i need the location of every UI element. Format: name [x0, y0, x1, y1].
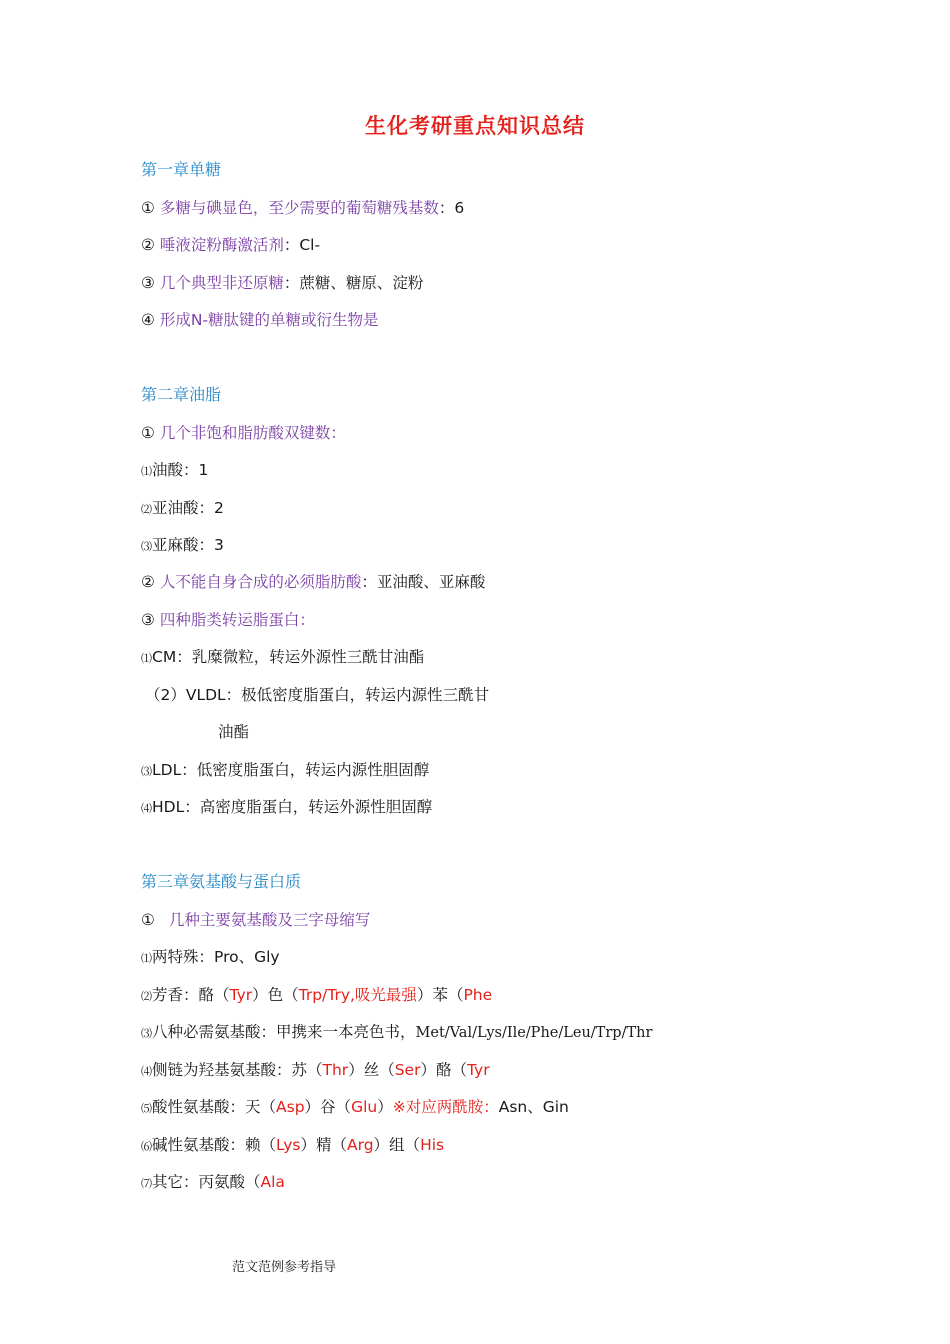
amino-acid-item-1-text: 两特殊：Pro、Gly [152, 948, 280, 966]
amide-list: Asn、Gin [498, 1098, 569, 1116]
amino-acid-item-1 [141, 946, 280, 970]
amino-acid-item-4-prefix: 侧链为羟基氨基酸：苏（ [152, 1061, 323, 1079]
ch3-item-1-label: 几种主要氨基酸及三字母缩写 [168, 911, 371, 929]
lipoprotein-item-2: （2）VLDL：极低密度脂蛋白，转运内源性三酰甘 [145, 686, 490, 704]
amino-acid-item-2 [141, 984, 492, 1008]
ch1-item-2-value: ：Cl- [283, 236, 321, 254]
amino-acid-item-4-sep-1: ）丝（ [348, 1061, 395, 1079]
chapter-2-heading: 第二章油脂 [141, 385, 222, 404]
amino-acid-item-7-number: ⑺ [141, 1177, 152, 1190]
ch2-sub-item-2-text: 亚油酸：2 [152, 499, 224, 517]
page-title: 生化考研重点知识总结 [365, 114, 585, 138]
amino-acid-item-6 [141, 1134, 444, 1158]
ch1-item-3-value: ：蔗糖、糖原、淀粉 [283, 274, 424, 292]
ch1-item-4-label: 形成N-糖肽键的单糖或衍生物是 [159, 311, 379, 329]
abbr-trp: Trp/Try,吸光最强 [298, 986, 417, 1004]
amide-note: ※对应两酰胺： [392, 1098, 499, 1116]
ch2-item-1-marker: ① [141, 424, 155, 442]
amino-acid-item-7 [141, 1171, 285, 1195]
lipoprotein-item-1-number: ⑴ [141, 652, 152, 665]
ch2-sub-item-1-text: 油酸：1 [152, 461, 209, 479]
lipoprotein-item-4-text: HDL：高密度脂蛋白，转运外源性胆固醇 [152, 798, 433, 816]
amino-acid-item-3-text: 八种必需氨基酸：甲携来一本亮色书， [152, 1023, 416, 1041]
ch1-item-4-marker: ④ [141, 311, 155, 329]
ch2-sub-item-2-number: ⑵ [141, 503, 152, 516]
ch2-sub-item-2 [141, 497, 224, 521]
lipoprotein-item-3-text: LDL：低密度脂蛋白，转运内源性胆固醇 [152, 761, 430, 779]
abbr-tyr: Tyr [229, 986, 253, 1004]
amino-acid-item-2-prefix: 芳香：酪（ [152, 986, 230, 1004]
amino-acid-item-5 [141, 1096, 569, 1120]
amino-acid-item-2-sep-1: ）色（ [252, 986, 299, 1004]
abbr-thr: Thr [322, 1061, 349, 1079]
chapter-1-heading: 第一章单糖 [141, 160, 222, 179]
ch2-item-1-label: 几个非饱和脂肪酸双键数： [159, 424, 346, 442]
essential-amino-acid-abbreviations: Met/Val/Lys/Ile/Phe/Leu/Trp/Thr [415, 1025, 653, 1041]
ch2-item-2 [141, 571, 485, 593]
amino-acid-item-4 [141, 1059, 490, 1083]
ch1-item-1 [141, 197, 464, 219]
ch1-item-1-marker: ① [141, 199, 155, 217]
ch2-item-3-label: 四种脂类转运脂蛋白： [159, 611, 315, 629]
ch2-sub-item-1-number: ⑴ [141, 465, 152, 478]
ch2-sub-item-1 [141, 459, 208, 483]
ch1-item-4 [141, 309, 379, 331]
ch1-item-2-marker: ② [141, 236, 155, 254]
ch3-item-1 [141, 909, 370, 931]
amino-acid-item-2-sep-2: ）苯（ [416, 986, 464, 1004]
abbr-lys: Lys [276, 1136, 301, 1154]
amino-acid-item-1-number: ⑴ [141, 952, 152, 965]
amino-acid-item-4-number: ⑷ [141, 1065, 152, 1078]
ch2-item-2-marker: ② [141, 573, 155, 591]
abbr-asp: Asp [276, 1098, 305, 1116]
chapter-3-heading: 第三章氨基酸与蛋白质 [141, 872, 302, 891]
lipoprotein-item-1-text: CM：乳糜微粒，转运外源性三酰甘油酯 [152, 648, 425, 666]
page-footer: 范文范例参考指导 [232, 1260, 337, 1275]
ch2-item-2-value: ：亚油酸、亚麻酸 [361, 573, 486, 591]
ch1-item-1-label: 多糖与碘显色，至少需要的葡萄糖残基数 [159, 199, 439, 217]
amino-acid-item-7-prefix: 其它：丙氨酸（ [152, 1173, 261, 1191]
ch2-sub-item-3-text: 亚麻酸：3 [152, 536, 224, 554]
abbr-his: His [420, 1136, 445, 1154]
amino-acid-item-5-sep-2: ） [377, 1098, 393, 1116]
ch1-item-3-marker: ③ [141, 274, 155, 292]
ch1-item-1-value: ：6 [438, 199, 465, 217]
amino-acid-item-2-number: ⑵ [141, 990, 152, 1003]
ch2-item-1 [141, 422, 346, 444]
amino-acid-item-3 [141, 1021, 652, 1045]
amino-acid-item-5-number: ⑸ [141, 1102, 152, 1115]
amino-acid-item-6-prefix: 碱性氨基酸：赖（ [152, 1136, 277, 1154]
amino-acid-item-3-number: ⑶ [141, 1027, 152, 1040]
amino-acid-item-4-sep-2: ）酪（ [420, 1061, 467, 1079]
ch1-item-2-label: 唾液淀粉酶激活剂 [159, 236, 284, 254]
ch3-item-1-marker: ① [141, 911, 155, 929]
ch2-sub-item-3 [141, 534, 224, 558]
abbr-glu: Glu [351, 1098, 378, 1116]
amino-acid-item-6-sep-1: ）精（ [300, 1136, 347, 1154]
abbr-tyr-2: Tyr [466, 1061, 490, 1079]
amino-acid-item-5-sep-1: ）谷（ [304, 1098, 352, 1116]
amino-acid-item-5-prefix: 酸性氨基酸：天（ [152, 1098, 277, 1116]
ch2-item-3 [141, 609, 315, 631]
lipoprotein-item-3-number: ⑶ [141, 765, 152, 778]
ch2-sub-item-3-number: ⑶ [141, 540, 152, 553]
ch2-item-3-marker: ③ [141, 611, 155, 629]
ch1-item-3 [141, 272, 423, 294]
abbr-phe: Phe [463, 986, 493, 1004]
lipoprotein-item-4 [141, 796, 432, 820]
lipoprotein-item-2-continuation: 油酯 [218, 723, 250, 741]
ch2-item-2-label: 人不能自身合成的必须脂肪酸 [159, 573, 362, 591]
lipoprotein-item-1 [141, 646, 424, 670]
lipoprotein-item-3 [141, 759, 429, 783]
abbr-arg: Arg [347, 1136, 374, 1154]
amino-acid-item-6-sep-2: ）组（ [373, 1136, 421, 1154]
lipoprotein-item-4-number: ⑷ [141, 802, 152, 815]
abbr-ala: Ala [260, 1173, 285, 1191]
amino-acid-item-6-number: ⑹ [141, 1140, 152, 1153]
ch1-item-3-label: 几个典型非还原糖 [159, 274, 284, 292]
ch1-item-2 [141, 234, 320, 256]
abbr-ser: Ser [394, 1061, 421, 1079]
